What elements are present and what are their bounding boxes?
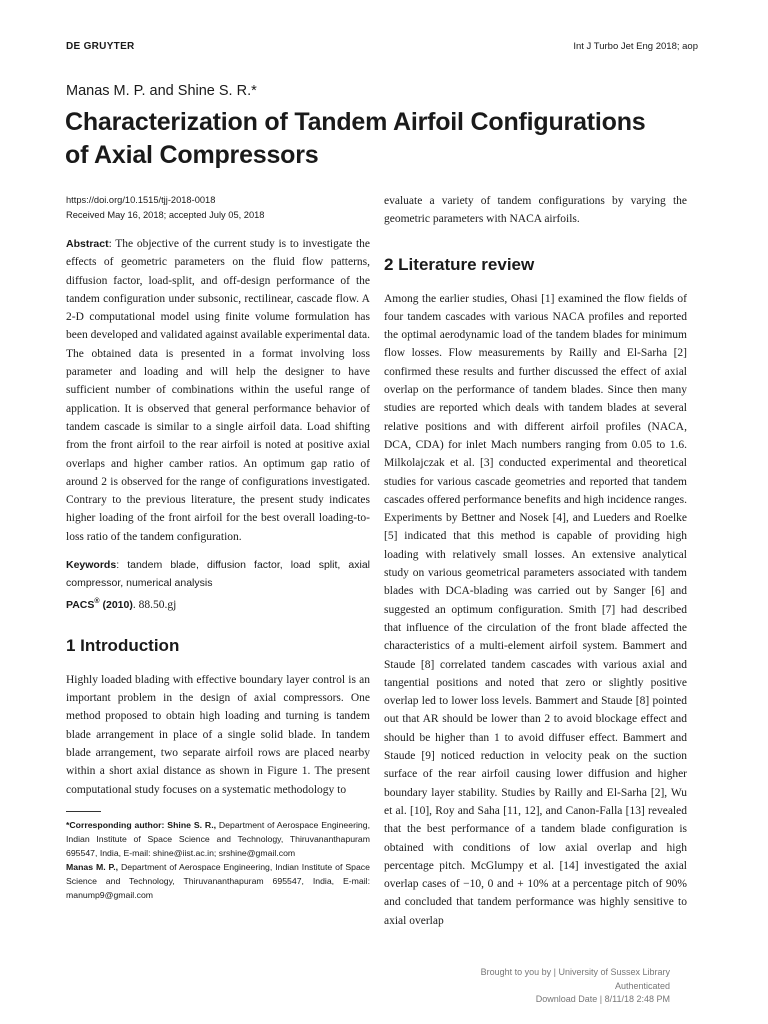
received-dates: Received May 16, 2018; accepted July 05, 2018 [66, 210, 265, 220]
title-line-2: of Axial Compressors [65, 141, 319, 169]
author-line: Manas M. P. and Shine S. R.* [66, 83, 257, 99]
section-2-text: Among the earlier studies, Ohasi [1] examined the flow fields of four tandem cascades with various NACA profiles and reported the optimal aerodynamic load of the tandem blades for minimum flow losses. Flow measurements by Railly and El-Sarha [2] confirmed these results and further discussed the effect of axial overlap on the performance of tandem blades. Since then many studies are reported which deals with tandem blades at several relative positions and with different airfoil profiles (NACA, DCA, CDA) for inlet Mach numbers ranging from 0.05 to 1.6. Milkolajczak et al. [3] conducted experimental and theoretical studies for various cascade geometries and reported that tandem cascades offered performance benefits and high incidence ranges. Experiments by Bettner and Nosek [4], and Lueders and Roelke [5] indicated that this method is capable of providing high loading with relatively small losses. An extensive analytical study on various geometrical parameters associated with tandem blades with DCA-blading was carried out by Sanger [6] and suggested an optimum configuration. Smith [7] had described that influence of the circulation of the front blade affected the characteristics of a multi-element airfoil system. Bammert and Staude [8] correlated tandem cascades with various axial and tangential positions and noted that zero or slightly positive overlap led to lower loss levels. Bammert and Staude [8] pointed out that AR should be lower than 2 to avoid blockage effect and should be higher than 1 to avoid diffuser effect. Bammert and Staude [9] noticed reduction in velocity peak on the suction surface of the rear airfoil causing lower diffusion and higher boundary layer stability. Studies by Railly and El-Sarha [2], Wu et al. [10], Roy and Saha [11, 12], and Canon-Falla [13] revealed that the best performance of a tandem blade configuration is obtained with conditions of low axial overlap and high percentage pitch. McGlumpy et al. [14] investigated the axial overlap cases of −10, 0 and + 10% at a percentage pitch of 90% and concluded that tandem performance was highly sensitive to axial overlap [384, 292, 687, 927]
download-line-2: Authenticated [614, 980, 670, 991]
publisher-logo: DE GRUYTER [66, 41, 135, 52]
keywords-label: Keywords [66, 559, 117, 572]
pacs-year: (2010) [99, 598, 133, 611]
paper-title [65, 106, 705, 172]
footnote-author2-label: Manas M. P., [66, 861, 119, 872]
keywords-text: : tandem blade, diffusion factor, load split, axial compressor, numerical analysis [66, 559, 370, 590]
download-line-3: Download Date | 8/11/18 2:48 PM [535, 994, 670, 1004]
download-line-1: Brought to you by | University of Sussex Library [480, 967, 670, 977]
section-1-text: Highly loaded blading with effective boundary layer control is an important problem in the design of axial compressors. One method proposed to obtain high loading and turning is tandem blade arrangement in place of a single solid blade. In tandem blade arrangement, two separate airfoil rows are placed nearby within a short axial distance as shown in Figure 1. The present computational study focuses on a systematic methodology to [66, 673, 370, 796]
pacs-code: . 88.50.gj [132, 598, 177, 611]
pacs-label: PACS [66, 598, 95, 611]
pacs [66, 593, 370, 614]
footnote-corresponding [66, 818, 370, 860]
doi-link[interactable]: https://doi.org/10.1515/tjj-2018-0018 [66, 195, 216, 205]
pacs-registered-mark: ® [94, 597, 100, 605]
footnote-author2-text: Department of Aerospace Engineering, Indian Institute of Space Science and Technology, Thiruvananthapuram 695547, India, E-mail: manump9@gmail.com [66, 861, 370, 900]
title-line-1: Characterization of Tandem Airfoil Configurations [65, 108, 646, 136]
abstract-text: : The objective of the current study is to investigate the effects of geometric parameters on the fluid flow patterns, diffusion factor, load-split, and off-design performance of the tandem configuration under subsonic, rectilinear, cascade flow. A 2-D computational model using finite volume formulation has been developed and validated against available experimental data. The obtained data is presented in a format involving loss parameter and loading and will help the designer to have sufficient number of combinations within the useful range of application. It is observed that general performance behavior of tandem cascade is similar to a single airfoil data. Load shifting from the front airfoil to the rear airfoil is noted at positive axial overlaps and higher camber ratios. An optimum gap ratio of around 2 is observed for the range of configurations investigated. Contrary to the previous literature, the present study indicates higher loading of the front airfoil for the best overall loading-to-loss ratio of the tandem configuration. [66, 238, 370, 543]
footnote-divider [66, 811, 101, 812]
left-column [66, 193, 370, 902]
journal-citation: Int J Turbo Jet Eng 2018; aop [573, 41, 698, 52]
footnote-corresponding-label: *Corresponding author: Shine S. R., [66, 819, 217, 830]
abstract [66, 235, 370, 546]
right-column [384, 192, 687, 930]
keywords [66, 556, 370, 593]
footnote-corresponding-text: Department of Aerospace Engineering, Indian Institute of Space Science and Technology, Thiruvananthapuram 695547, India, E-mail: shine@iist.ac.in; srshine@gmail.com [66, 819, 370, 858]
section-1-heading: 1 Introduction [66, 635, 180, 655]
download-info [481, 966, 670, 1007]
abstract-label: Abstract [66, 238, 109, 250]
footnote-author2 [66, 860, 370, 902]
section-2-heading: 2 Literature review [384, 254, 535, 274]
introduction-continued: evaluate a variety of tandem configurations by varying the geometric parameters with NACA airfoils. [384, 195, 687, 226]
